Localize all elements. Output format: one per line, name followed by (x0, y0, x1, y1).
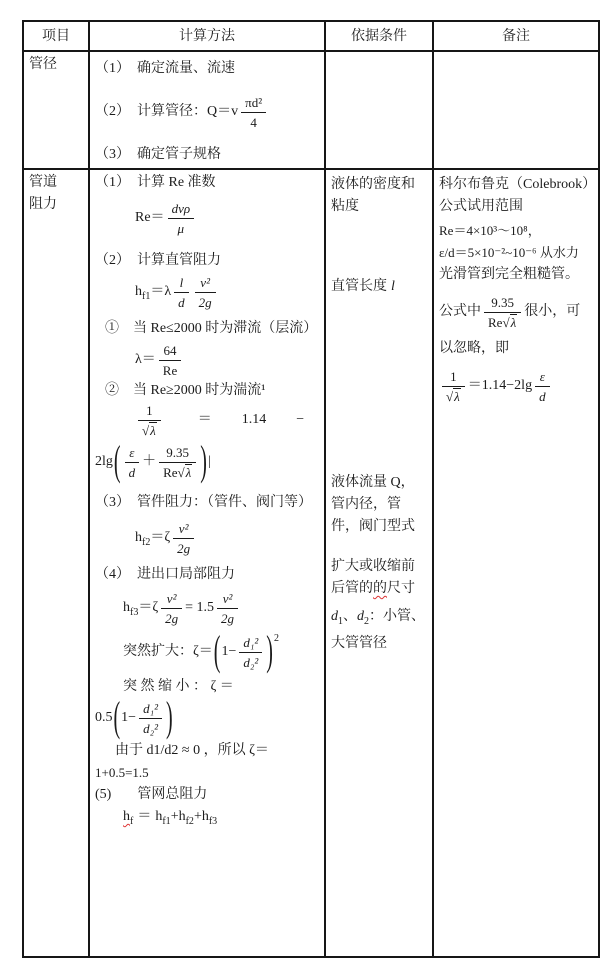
numerator: 1 (138, 402, 161, 421)
note-simplified-formula (439, 368, 593, 404)
denominator: μ (177, 221, 185, 236)
numerator: πd² (241, 94, 266, 113)
cell-diameter-item (23, 51, 89, 169)
note-small-term (439, 294, 593, 330)
subscript: f3 (208, 815, 218, 827)
row-pipe-diameter (23, 51, 599, 169)
denominator (484, 313, 521, 330)
denominator: 2g (165, 611, 179, 626)
fraction (159, 342, 181, 378)
fraction (442, 368, 465, 404)
h-symbol: h (123, 809, 130, 824)
resistance-step-5 (95, 784, 319, 806)
duplicated-char: 的 (373, 581, 387, 596)
term-3 (201, 809, 218, 827)
fraction (484, 294, 521, 330)
sqrt-symbol (178, 464, 193, 480)
fraction (161, 590, 182, 626)
note-colebrook-line1: 科尔布鲁克（Colebrook） (439, 177, 597, 192)
equals-sign: ＝ (197, 412, 212, 428)
diameter-step-3: （3） 确定管子规格 (95, 147, 221, 162)
denominator: d₂² (243, 655, 259, 670)
header-row (23, 21, 599, 51)
fraction (174, 274, 189, 310)
numerator: ε (125, 444, 140, 463)
denominator (442, 387, 465, 404)
subscript: f2 (185, 815, 194, 827)
cell-resistance-method (89, 169, 325, 957)
colebrook-formula-line2 (95, 444, 319, 480)
plus-sign: ＋ (142, 454, 157, 470)
sqrt-symbol (142, 422, 157, 438)
formula-lhs: h (123, 600, 130, 616)
ratio-note-line2: 1+0.5=1.5 (95, 765, 149, 780)
left-paren (114, 441, 121, 483)
sudden-contraction-label: 突 然 缩 小 ： ζ ＝ (123, 679, 234, 694)
total-resistance-formula (95, 806, 319, 833)
fraction (168, 200, 195, 236)
fraction (138, 402, 161, 438)
d2-symbol: d (357, 609, 364, 624)
fraction (173, 520, 194, 556)
fraction (195, 274, 216, 310)
denominator: d (128, 465, 136, 480)
log-term: 2lg (95, 454, 113, 470)
subscript: 1 (338, 615, 343, 627)
sqrt-symbol (446, 388, 461, 404)
formula-label: 突然扩大：ζ＝ (123, 644, 213, 660)
numerator: v² (173, 520, 194, 539)
cell-resistance-basis (325, 169, 433, 957)
diameter-formula (95, 94, 319, 130)
cell-resistance-note (433, 169, 599, 957)
mid-term: = 1.5 (185, 600, 215, 616)
fraction (159, 444, 196, 480)
note-roughness-tail: 光滑管到完全粗糙管。 (439, 267, 579, 282)
numerator: 9.35 (484, 294, 521, 313)
denominator (159, 463, 196, 480)
numerator: ε (535, 368, 550, 387)
basis-density: 液体的密度和粘度 (331, 177, 415, 214)
item-label: 管径 (29, 57, 57, 72)
formula-lhs (123, 809, 134, 827)
resistance-step-1: （1） 计算 Re 准数 (95, 175, 216, 190)
formula-lhs: λ＝ (135, 352, 156, 368)
denominator: d (178, 295, 185, 310)
plus-sign: + (170, 809, 179, 824)
fraction (139, 700, 162, 736)
numerator: 1 (442, 368, 465, 387)
subscript: 2 (364, 615, 369, 627)
denominator (138, 421, 161, 438)
basis-diameters-text: ：小管、大管管径 (331, 609, 425, 651)
equals-lambda: ＝λ (150, 284, 172, 300)
equation-mid: ＝1.14−2lg (467, 378, 533, 394)
length-variable: l (391, 279, 395, 294)
numerator: v² (161, 590, 182, 609)
basis-diameters (331, 606, 427, 655)
h-symbol: h (178, 809, 186, 824)
one-minus: 1− (221, 644, 237, 660)
cell-diameter-method (89, 51, 325, 169)
subscript: f1 (142, 291, 151, 303)
note-roughness-range: ε/d＝5×10⁻²~10⁻⁶ 从水力 (439, 245, 579, 260)
formula-lhs: （2） 计算管径：Q＝v (95, 104, 239, 120)
stray-bar: | (207, 454, 211, 470)
step-number: (5) (95, 787, 112, 802)
subscript: f (130, 815, 134, 827)
diameter-step-1: （1） 确定流量、流速 (95, 61, 235, 76)
numerator: d₁² (239, 634, 262, 653)
cell-diameter-note (433, 51, 599, 169)
laminar-condition: ① 当 Re≤2000 时为滞流（层流） (105, 321, 318, 336)
reynolds-formula (95, 200, 319, 236)
subscript: f1 (162, 815, 171, 827)
left-paren (114, 697, 121, 739)
equals-sign: ＝ (137, 809, 152, 824)
basis-flow: 液体流量 Q，管内径，管件，阀门型式 (331, 475, 415, 534)
fraction (241, 94, 266, 130)
exponent: 2 (273, 633, 279, 645)
subscript: f2 (142, 537, 151, 549)
denominator: d (539, 389, 546, 404)
one-minus: 1− (121, 710, 137, 726)
basis-sizes-tail: 尺寸 (387, 581, 415, 596)
separator: 、 (343, 609, 357, 624)
right-paren (200, 441, 207, 483)
basis-length-text: 直管长度 (331, 279, 387, 294)
formula-lhs: h (135, 530, 142, 546)
resistance-step-2: （2） 计算直管阻力 (95, 253, 221, 268)
h-symbol: h (201, 809, 209, 824)
denominator: 2g (177, 541, 191, 556)
radicand: λ (185, 465, 192, 480)
constant: 1.14 (241, 412, 267, 428)
denominator: Re (162, 363, 178, 378)
sqrt-symbol (502, 314, 517, 330)
note-re-range: Re＝4×10³～10⁸， (439, 223, 541, 238)
basis-length (331, 276, 427, 298)
numerator: 64 (159, 342, 181, 361)
colebrook-formula-line1 (95, 402, 319, 438)
numerator: dvρ (168, 200, 195, 219)
note-pre: 公式中 (439, 304, 481, 320)
header-basis: 依据条件 (325, 21, 433, 51)
equals-zeta: ＝ζ (138, 600, 159, 616)
right-paren (166, 697, 173, 739)
minus-sign: − (296, 412, 305, 428)
fraction (217, 590, 238, 626)
h-symbol: h (155, 809, 163, 824)
term-2 (178, 809, 194, 827)
header-item: 项目 (23, 21, 89, 51)
numerator: d₁² (139, 700, 162, 719)
left-paren (214, 631, 221, 673)
numerator: l (174, 274, 189, 293)
term-1 (155, 809, 171, 827)
local-resistance-formula (95, 590, 319, 626)
fraction (535, 368, 550, 404)
header-method: 计算方法 (89, 21, 325, 51)
denominator: 2g (221, 611, 235, 626)
denominator: 2g (198, 295, 212, 310)
row-pipe-resistance (23, 169, 599, 957)
note-post: 很小，可 (524, 304, 581, 320)
radicand: λ (454, 389, 460, 404)
note-colebrook-line2: 公式试用范围 (439, 199, 523, 214)
coefficient: 0.5 (95, 710, 113, 726)
numerator: v² (217, 590, 238, 609)
fraction (125, 444, 140, 480)
formula-lhs: h (135, 284, 142, 300)
lambda-formula (95, 342, 319, 378)
re-symbol: Re (488, 315, 503, 330)
denominator: d₂² (143, 721, 158, 736)
ratio-note-line1: 由于 d1/d2 ≈ 0 ，所以 ζ＝ (115, 743, 269, 758)
numerator: 9.35 (159, 444, 196, 463)
radicand: λ (510, 315, 517, 330)
subscript: f3 (130, 607, 139, 619)
sudden-contraction-formula (95, 700, 319, 736)
step-label: 管网总阻力 (137, 787, 208, 802)
note-ignore: 以忽略，即 (439, 341, 509, 356)
cell-resistance-item (23, 169, 89, 957)
denominator: 4 (250, 115, 257, 130)
calculation-table (22, 20, 600, 958)
fraction (239, 634, 262, 670)
formula-lhs: Re＝ (135, 210, 165, 226)
straight-pipe-formula (95, 274, 319, 310)
basis-sizes-text: 扩大或收缩前后管的 (331, 559, 415, 596)
item-label-line2: 阻力 (29, 197, 57, 212)
equals-zeta: ＝ζ (150, 530, 171, 546)
numerator: v² (195, 274, 216, 293)
header-note: 备注 (433, 21, 599, 51)
fittings-formula (95, 520, 319, 556)
turbulent-condition: ② 当 Re≥2000 时为湍流¹ (105, 383, 266, 398)
right-paren (266, 631, 273, 673)
plus-sign: + (193, 809, 202, 824)
sudden-expansion-formula (95, 634, 319, 670)
resistance-step-3: （3） 管件阻力：（管件、阀门等） (95, 495, 312, 510)
basis-sizes (331, 556, 427, 600)
item-label-line1: 管道 (29, 175, 57, 190)
cell-diameter-basis (325, 51, 433, 169)
d1-symbol: d (331, 609, 338, 624)
radicand: λ (150, 423, 156, 438)
resistance-step-4: （4） 进出口局部阻力 (95, 567, 235, 582)
re-symbol: Re (163, 465, 178, 480)
